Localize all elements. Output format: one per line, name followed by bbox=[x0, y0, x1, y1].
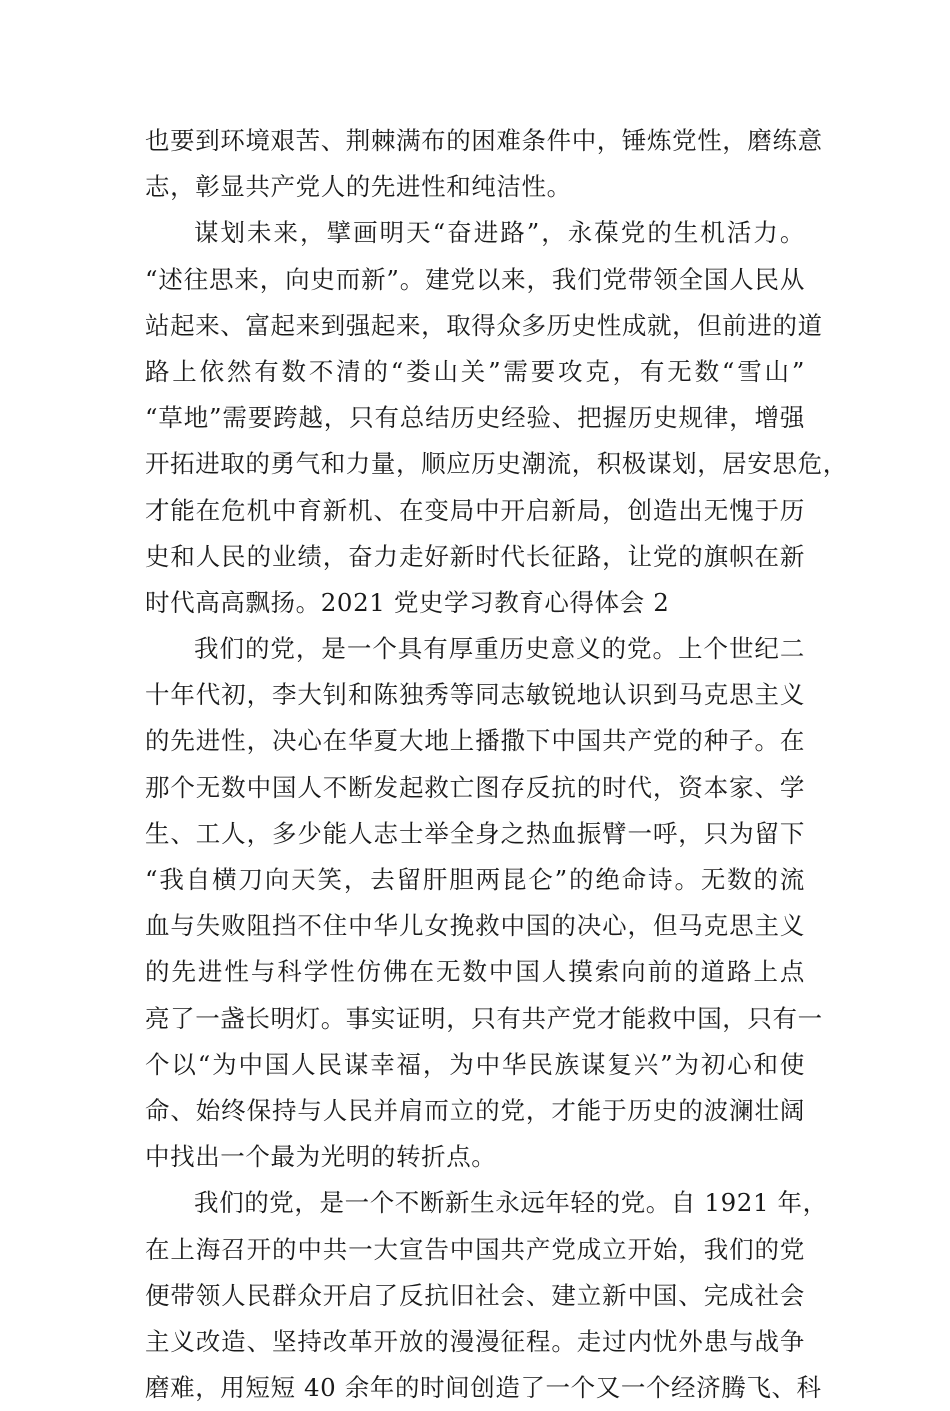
text-line: 血与失败阻挡不住中华儿女挽救中国的决心，但马克思主义 bbox=[145, 911, 805, 941]
text-line: “我自横刀向天笑，去留肝胆两昆仑”的绝命诗。无数的流 bbox=[145, 865, 805, 894]
text-line: 才能在危机中育新机、在变局中开启新局，创造出无愧于历 bbox=[145, 495, 805, 525]
text-line: 个以“为中国人民谋幸福，为中华民族谋复兴”为初心和使 bbox=[145, 1049, 805, 1079]
text-line: 中找出一个最为光明的转折点。 bbox=[145, 1142, 497, 1172]
text-line: 的先进性与科学性仿佛在无数中国人摸索向前的道路上点 bbox=[145, 957, 805, 987]
text-line: 时代高高飘扬。2021 党史学习教育心得体会 2 bbox=[145, 587, 670, 617]
paragraph bbox=[145, 1180, 828, 1411]
text-line: 十年代初，李大钊和陈独秀等同志敏锐地认识到马克思主义 bbox=[145, 680, 805, 710]
text-line: 的先进性，决心在华夏大地上播撒下中国共产党的种子。在 bbox=[145, 726, 805, 756]
text-line: 我们的党，是一个具有厚重历史意义的党。上个世纪二 bbox=[194, 634, 805, 664]
text-line: 我们的党，是一个不断新生永远年轻的党。自 1921 年， bbox=[194, 1188, 828, 1218]
text-line: 亮了一盏长明灯。事实证明，只有共产党才能救中国，只有一 bbox=[145, 1003, 823, 1033]
text-line: 志，彰显共产党人的先进性和纯洁性。 bbox=[145, 172, 572, 202]
document-body bbox=[145, 118, 848, 1411]
text-line: “草地”需要跨越，只有总结历史经验、把握历史规律，增强 bbox=[145, 403, 805, 433]
paragraph bbox=[145, 118, 823, 210]
text-line: “述往思来，向史而新”。建党以来，我们党带领全国人民从 bbox=[145, 264, 805, 294]
text-line: 站起来、富起来到强起来，取得众多历史性成就，但前进的道 bbox=[145, 310, 823, 340]
text-line: 史和人民的业绩，奋力走好新时代长征路，让党的旗帜在新 bbox=[145, 541, 805, 571]
text-line: 在上海召开的中共一大宣告中国共产党成立开始，我们的党 bbox=[145, 1234, 805, 1264]
text-line: 开拓进取的勇气和力量，顺应历史潮流，积极谋划，居安思危， bbox=[145, 449, 848, 479]
text-line: 路上依然有数不清的“娄山关”需要攻克，有无数“雪山” bbox=[145, 356, 805, 386]
text-line: 也要到环境艰苦、荆棘满布的困难条件中，锤炼党性，磨练意 bbox=[145, 126, 823, 155]
text-line: 生、工人，多少能人志士举全身之热血振臂一呼，只为留下 bbox=[145, 818, 805, 848]
paragraph bbox=[145, 210, 848, 626]
text-line: 磨难，用短短 40 余年的时间创造了一个又一个经济腾飞、科 bbox=[145, 1373, 822, 1403]
text-line: 命、始终保持与人民并肩而立的党，才能于历史的波澜壮阔 bbox=[145, 1095, 805, 1125]
text-line: 便带领人民群众开启了反抗旧社会、建立新中国、完成社会 bbox=[145, 1280, 805, 1310]
text-line: 主义改造、坚持改革开放的漫漫征程。走过内忧外患与战争 bbox=[145, 1326, 805, 1356]
text-line: 谋划未来，擘画明天“奋进路”，永葆党的生机活力。 bbox=[194, 218, 805, 248]
paragraph bbox=[145, 626, 823, 1180]
text-line: 那个无数中国人不断发起救亡图存反抗的时代，资本家、学 bbox=[145, 772, 805, 802]
